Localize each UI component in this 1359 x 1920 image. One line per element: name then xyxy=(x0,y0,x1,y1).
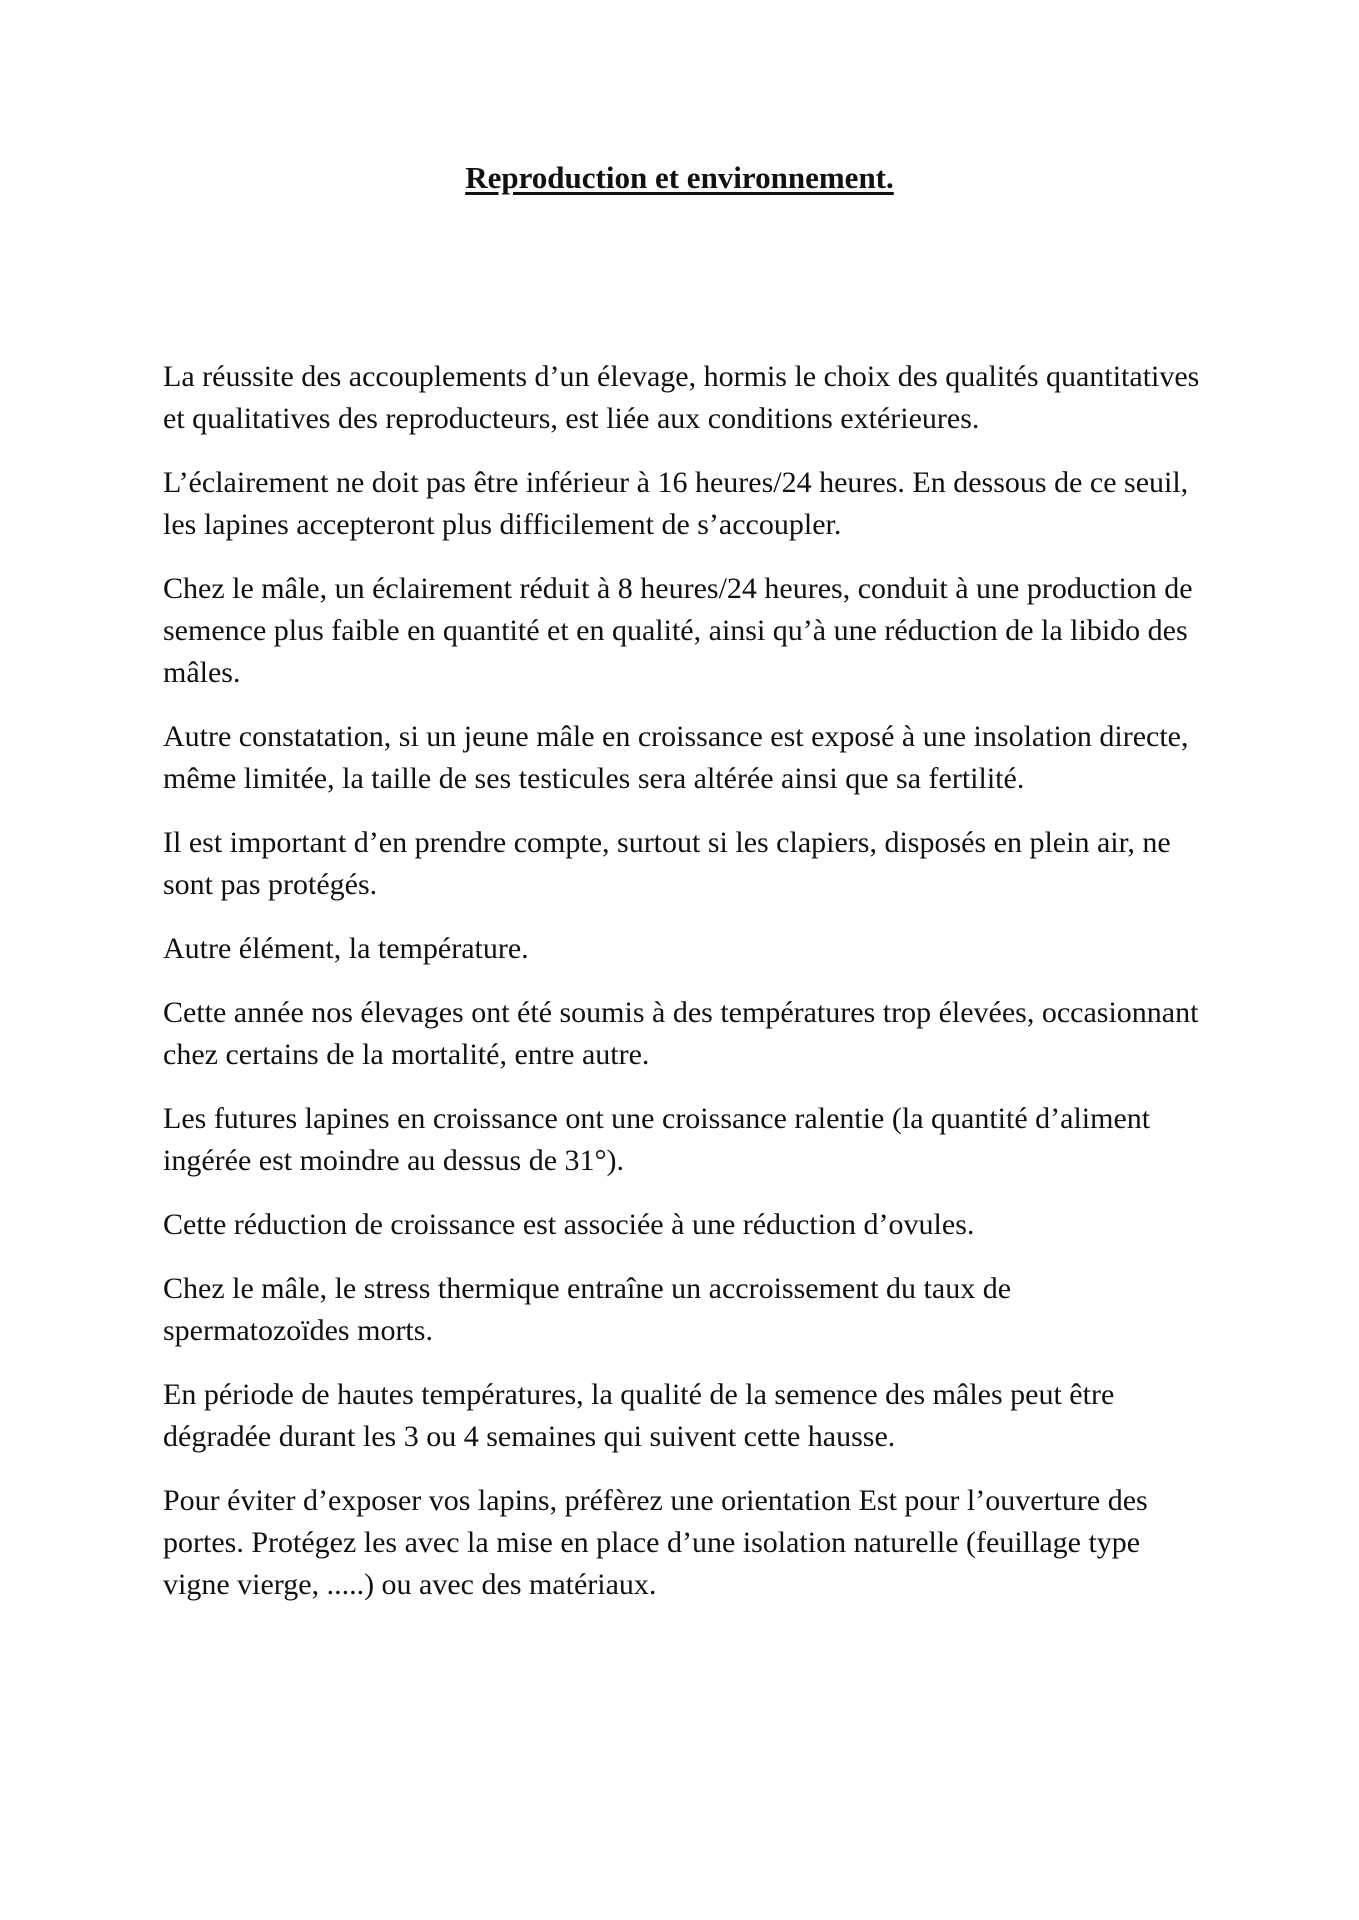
paragraph: Les futures lapines en croissance ont une croissance ralentie (la quantité d’aliment ingérée est moindre au dessus de 31°). xyxy=(163,1102,1151,1177)
paragraph: En période de hautes températures, la qualité de la semence des mâles peut être dégradée durant les 3 ou 4 semaines qui suivent cette hausse. xyxy=(163,1378,1115,1453)
paragraph: Cette réduction de croissance est associée à une réduction d’ovules. xyxy=(163,1208,975,1241)
paragraph: Autre élément, la température. xyxy=(163,932,529,965)
paragraph: La réussite des accouplements d’un élevage, hormis le choix des qualités quantitatives et qualitatives des reproducteurs, est liée aux conditions extérieures. xyxy=(163,360,1200,435)
paragraph: L’éclairement ne doit pas être inférieur à 16 heures/24 heures. En dessous de ce seuil, les lapines accepteront plus difficilement de s’accoupler. xyxy=(163,466,1189,541)
paragraph: Il est important d’en prendre compte, surtout si les clapiers, disposés en plein air, ne sont pas protégés. xyxy=(163,826,1171,901)
paragraph: Chez le mâle, un éclairement réduit à 8 heures/24 heures, conduit à une production de semence plus faible en quantité et en qualité, ainsi qu’à une réduction de la libido des mâles. xyxy=(163,572,1193,689)
paragraph: Cette année nos élevages ont été soumis à des températures trop élevées, occasionnant chez certains de la mortalité, entre autre. xyxy=(163,996,1199,1071)
document-body xyxy=(163,356,1203,1628)
document-title: Reproduction et environnement. xyxy=(465,160,894,195)
paragraph: Chez le mâle, le stress thermique entraîne un accroissement du taux de spermatozoïdes morts. xyxy=(163,1272,1012,1347)
paragraph: Autre constatation, si un jeune mâle en croissance est exposé à une insolation directe, même limitée, la taille de ses testicules sera altérée ainsi que sa fertilité. xyxy=(163,720,1189,795)
paragraph: Pour éviter d’exposer vos lapins, préfèrez une orientation Est pour l’ouverture des portes. Protégez les avec la mise en place d’une isolation naturelle (feuillage type vigne vierge, .....) ou avec des matériaux. xyxy=(163,1484,1148,1601)
